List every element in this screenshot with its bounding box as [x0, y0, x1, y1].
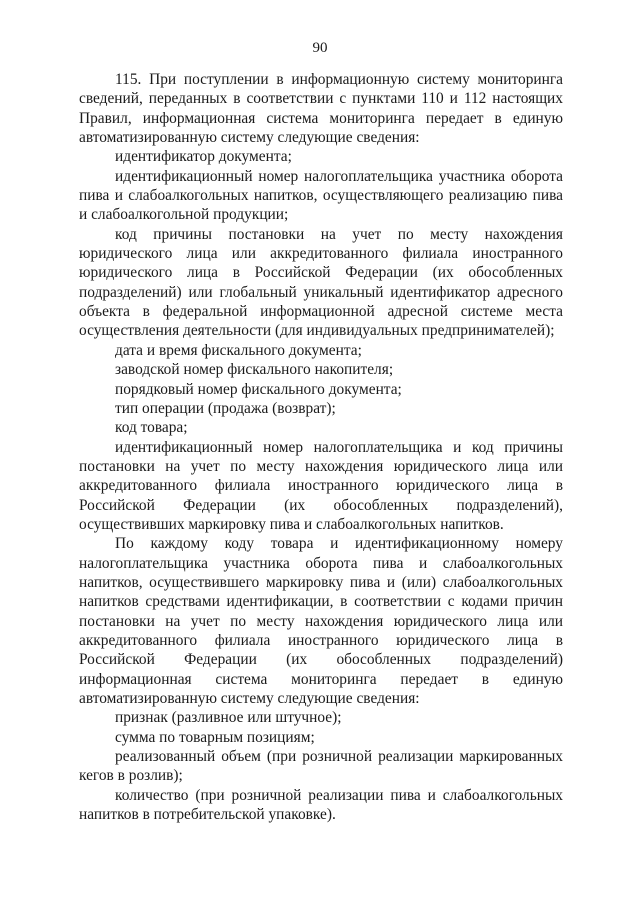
list-item-quantity: количество (при розничной реализации пива и слабоалкогольных напитков в потребительской упаковке).	[79, 786, 563, 824]
list-item-product-code: код товара;	[115, 419, 188, 437]
list-item-sign: признак (разливное или штучное);	[115, 709, 342, 727]
paragraph-item-115: 115. При поступлении в информационную систему мониторинга сведений, переданных в соответствии с пунктами 110 и 112 настоящих Правил, информационная система мониторинга передает в единую автоматизированную систему следующие сведения:	[79, 71, 563, 147]
list-item-fiscal-date-time: дата и время фискального документа;	[115, 341, 362, 359]
page-number: 90	[312, 40, 328, 56]
document-body	[79, 70, 563, 824]
list-item-marking-taxpayer-id: идентификационный номер налогоплательщика и код причины постановки на учет по месту нахождения юридического лица или аккредитованного филиала иностранного юридического лица в Российской Федерации (их обособленных подразделений), осуществивших маркировку пива и слабоалкогольных напитков.	[79, 438, 563, 533]
list-item-fiscal-document-number: порядковый номер фискального документа;	[115, 380, 402, 398]
list-item-document-id: идентификатор документа;	[115, 148, 292, 166]
list-item-sold-volume: реализованный объем (при розничной реализации маркированных кегов в розлив);	[79, 748, 563, 785]
paragraph-per-product-code: По каждому коду товара и идентификационному номеру налогоплательщика участника оборота пива и слабоалкогольных напитков, осуществившего маркировку пива и (или) слабоалкогольных напитков средствами идентификации, в соответствии с кодами причин постановки на учет по месту нахождения юридического лица или аккредитованного филиала иностранного юридического лица в Российской Федерации (их обособленных подразделений) информационная система мониторинга передает в единую автоматизированную систему следующие сведения:	[79, 535, 563, 707]
list-item-fiscal-storage-number: заводской номер фискального накопителя;	[115, 361, 394, 379]
list-item-taxpayer-id: идентификационный номер налогоплательщика участника оборота пива и слабоалкогольных напитков, осуществляющего реализацию пива и слабоалкогольной продукции;	[79, 167, 563, 224]
list-item-operation-type: тип операции (продажа (возврат);	[115, 399, 336, 417]
list-item-amount: сумма по товарным позициям;	[115, 728, 315, 746]
list-item-registration-reason-code: код причины постановки на учет по месту нахождения юридического лица или аккредитованного филиала иностранного юридического лица в Российской Федерации (их обособленных подразделений) или глобальный уникальный идентификатор адресного объекта в федеральной информационной адресной системе места осуществления деятельности (для индивидуальных предпринимателей);	[79, 225, 563, 340]
